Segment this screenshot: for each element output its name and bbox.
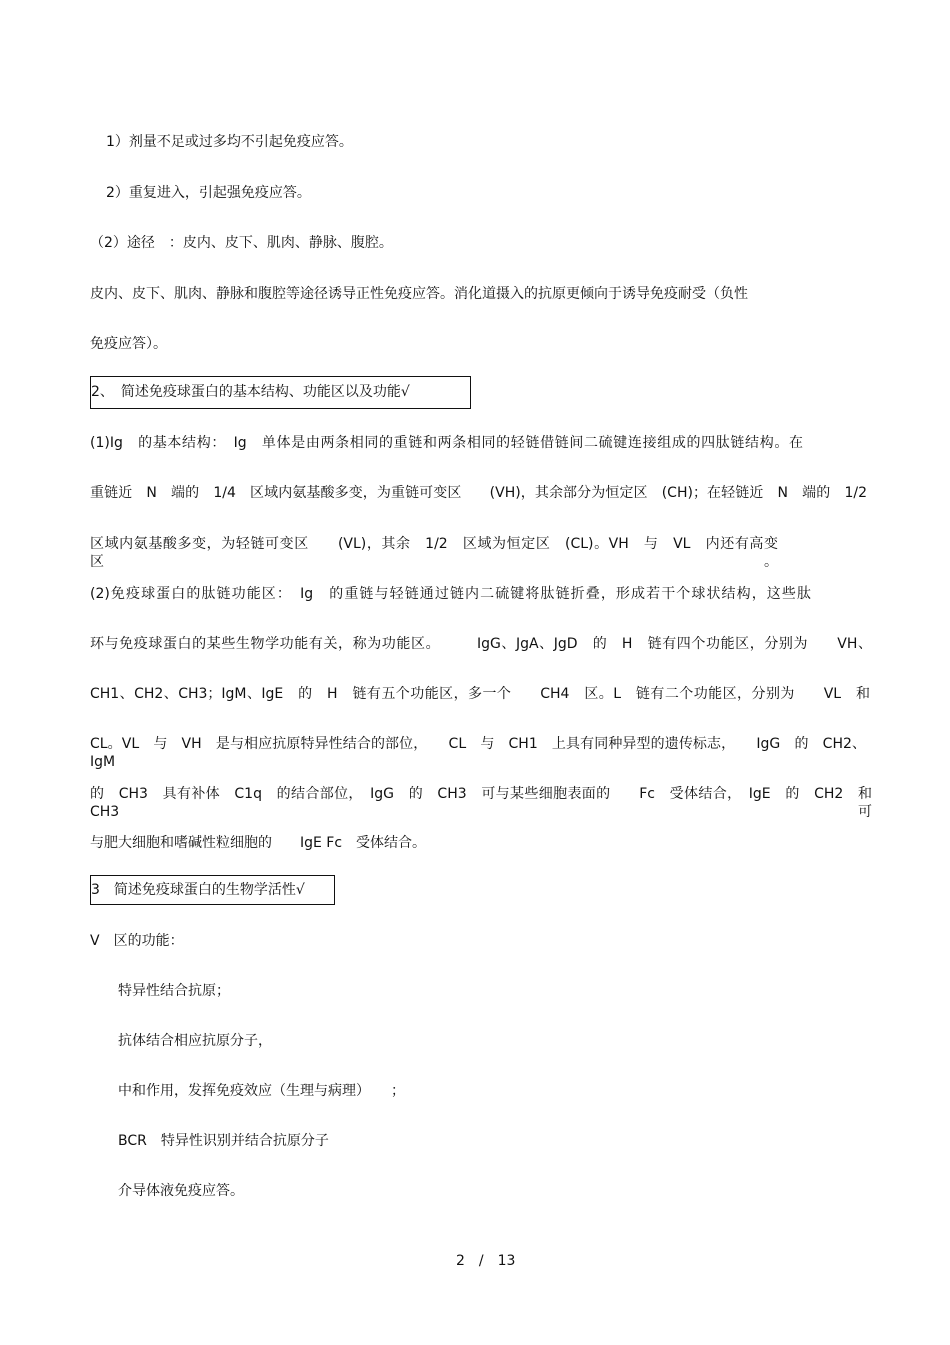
ig-domain-line-2: 环与免疫球蛋白的某些生物学功能有关，称为功能区。 IgG、JgA、JgD 的 H 链有四个功能区，分别为 VH、	[90, 636, 872, 652]
section-3-heading: 3 简述免疫球蛋白的生物学活性√	[91, 882, 305, 898]
ig-structure-line-3: 区域内氨基酸多变，为轻链可变区 (VL)，其余 1/2 区域为恒定区 (CL)。VH 与 VL 内还有高变区。	[90, 536, 778, 570]
v-region-item-4: BCR 特异性识别并结合抗原分子	[118, 1133, 329, 1149]
route-heading: （2）途径 ：皮内、皮下、肌肉、静脉、腹腔。	[90, 235, 393, 251]
route-paragraph-line-1: 皮内、皮下、肌肉、静脉和腹腔等途径诱导正性免疫应答。消化道摄入的抗原更倾向于诱导免疫耐受（负性	[90, 286, 748, 302]
ig-domain-line-3: CH1、CH2、CH3；IgM、IgE 的 H 链有五个功能区，多一个 CH4 区。L 链有二个功能区，分别为 VL 和	[90, 686, 870, 702]
v-region-item-3: 中和作用，发挥免疫效应（生理与病理） ；	[118, 1083, 405, 1099]
route-paragraph-line-2: 免疫应答）。	[90, 336, 167, 352]
v-region-item-2: 抗体结合相应抗原分子，	[118, 1033, 272, 1049]
section-2-heading-box	[90, 376, 471, 409]
ig-domain-line-1: (2)免疫球蛋白的肽链功能区： Ig 的重链与轻链通过链内二硫键将肽链折叠，形成若干个球状结构，这些肽	[90, 586, 811, 602]
v-region-heading: V 区的功能：	[90, 933, 184, 949]
ig-structure-line-1: (1)Ig 的基本结构： Ig 单体是由两条相同的重链和两条相同的轻链借链间二硫键连接组成的四肽链结构。在	[90, 435, 803, 451]
dose-point-1: 1）剂量不足或过多均不引起免疫应答。	[106, 134, 353, 150]
page-number: 2 / 13	[456, 1253, 516, 1269]
section-3-heading-box	[90, 875, 335, 905]
v-region-item-5: 介导体液免疫应答。	[118, 1183, 244, 1199]
v-region-item-1: 特异性结合抗原；	[118, 983, 230, 999]
section-2-heading: 2、 简述免疫球蛋白的基本结构、功能区以及功能√	[91, 384, 410, 400]
ig-domain-line-4: CL。VL 与 VH 是与相应抗原特异性结合的部位， CL 与 CH1 上具有同种异型的遗传标志， IgG 的 CH2、IgM	[90, 736, 866, 770]
ig-structure-line-2: 重链近 N 端的 1/4 区域内氨基酸多变，为重链可变区 (VH)，其余部分为恒定区 (CH)；在轻链近 N 端的 1/2	[90, 485, 867, 501]
ig-domain-line-6: 与肥大细胞和嗜碱性粒细胞的 IgE Fc 受体结合。	[90, 835, 427, 851]
dose-point-2: 2）重复进入，引起强免疫应答。	[106, 185, 311, 201]
ig-domain-line-5: 的 CH3 具有补体 C1q 的结合部位， IgG 的 CH3 可与某些细胞表面的 Fc 受体结合， IgE 的 CH2 和 CH3 可	[90, 786, 886, 820]
